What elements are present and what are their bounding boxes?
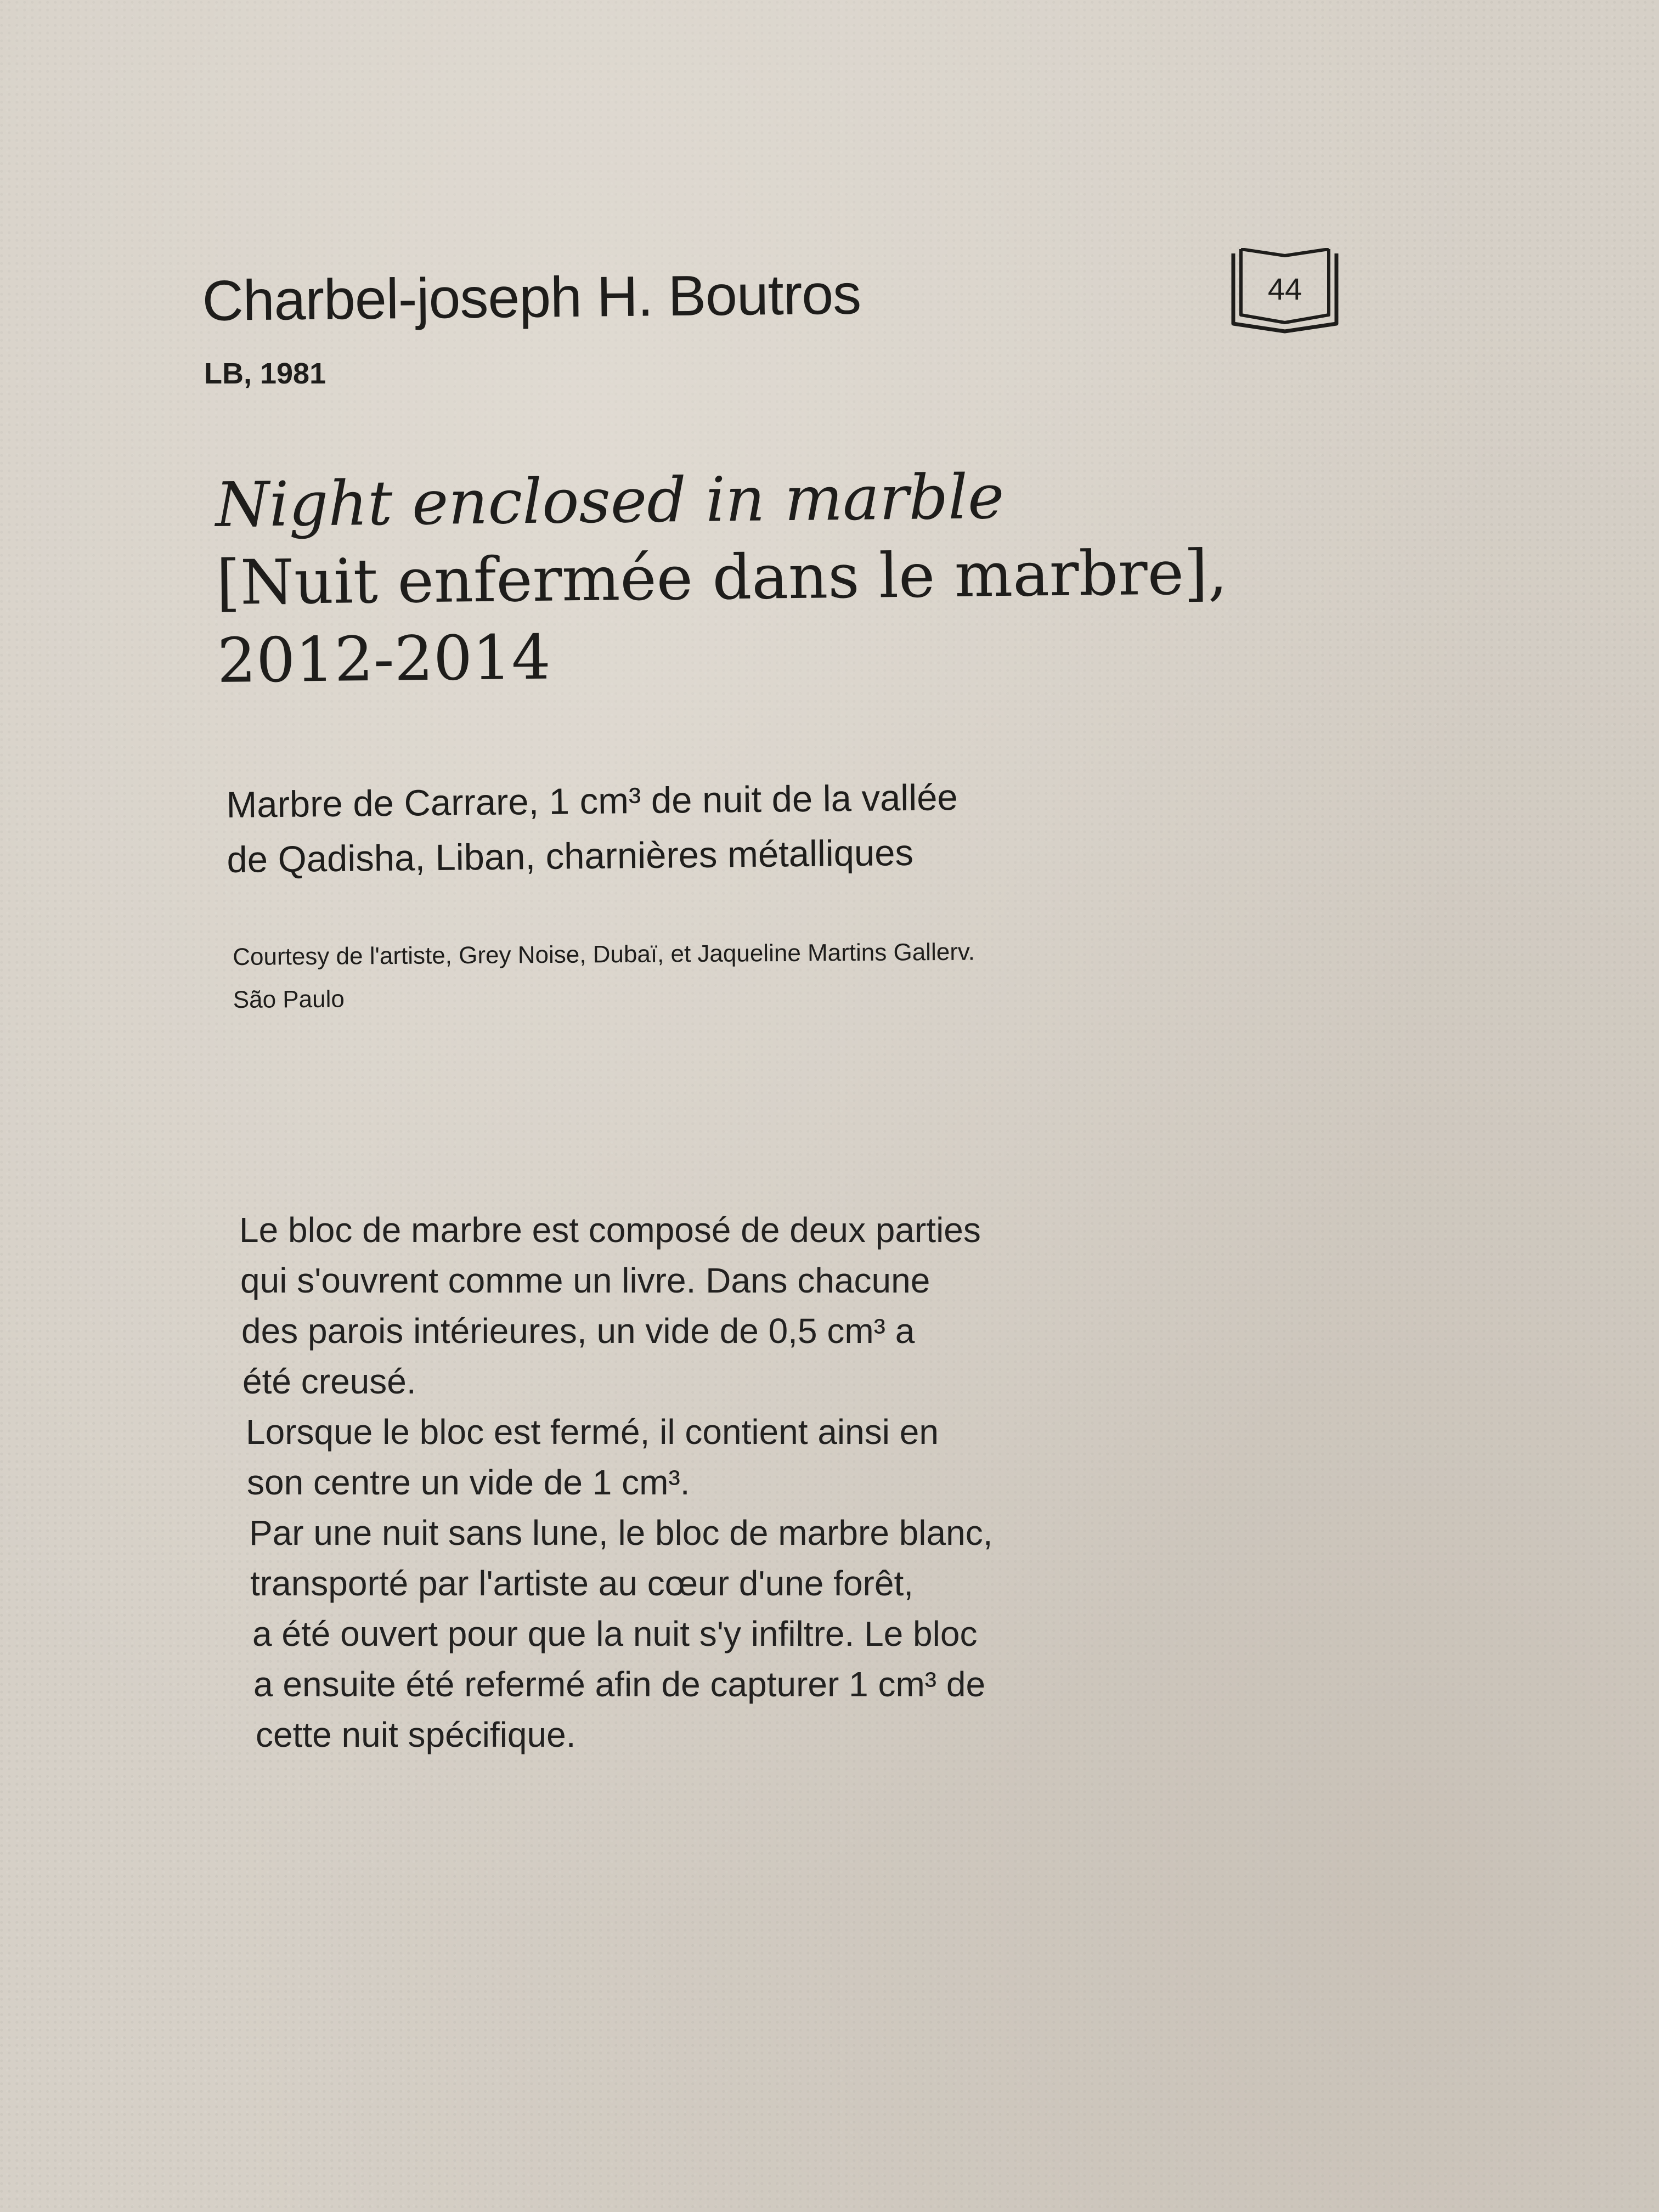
credit-line: [233, 931, 975, 1022]
description-line: des parois intérieures, un vide de 0,5 cm³ a: [241, 1311, 915, 1351]
work-date: 2012-2014: [217, 622, 551, 697]
description-line: a ensuite été refermé afin de capturer 1 cm³ de: [253, 1664, 986, 1704]
medium-line: Marbre de Carrare, 1 cm³ de nuit de la vallée: [226, 777, 958, 826]
artist-origin: LB, 1981: [204, 357, 326, 390]
description-line: qui s'ouvrent comme un livre. Dans chacune: [240, 1261, 930, 1300]
page-badge: [1227, 248, 1343, 339]
description: [238, 1205, 992, 1760]
credit-line-text: São Paulo: [233, 985, 345, 1013]
description-line: Par une nuit sans lune, le bloc de marbre blanc,: [249, 1513, 993, 1553]
page-number: 44: [1267, 272, 1302, 306]
title-french: [Nuit enfermée dans le marbre],: [216, 537, 1228, 619]
medium-text: [226, 770, 958, 888]
description-line: transporté par l'artiste au cœur d'une forêt,: [250, 1564, 913, 1603]
description-line: Lorsque le bloc est fermé, il contient ainsi en: [246, 1412, 939, 1452]
title-english: Night enclosed in marble: [215, 461, 1005, 541]
description-line: cette nuit spécifique.: [256, 1715, 576, 1754]
description-line: Le bloc de marbre est composé de deux parties: [239, 1210, 981, 1250]
description-line: son centre un vide de 1 cm³.: [247, 1463, 690, 1502]
credit-line-text: Courtesy de l'artiste, Grey Noise, Dubaï, et Jaqueline Martins Gallerv.: [233, 938, 975, 970]
description-line: été creusé.: [242, 1362, 416, 1401]
description-line: a été ouvert pour que la nuit s'y infiltre. Le bloc: [252, 1614, 978, 1654]
work-title: [215, 456, 1228, 700]
medium-line: de Qadisha, Liban, charnières métalliques: [227, 832, 914, 881]
artist-name: Charbel-joseph H. Boutros: [202, 262, 861, 333]
